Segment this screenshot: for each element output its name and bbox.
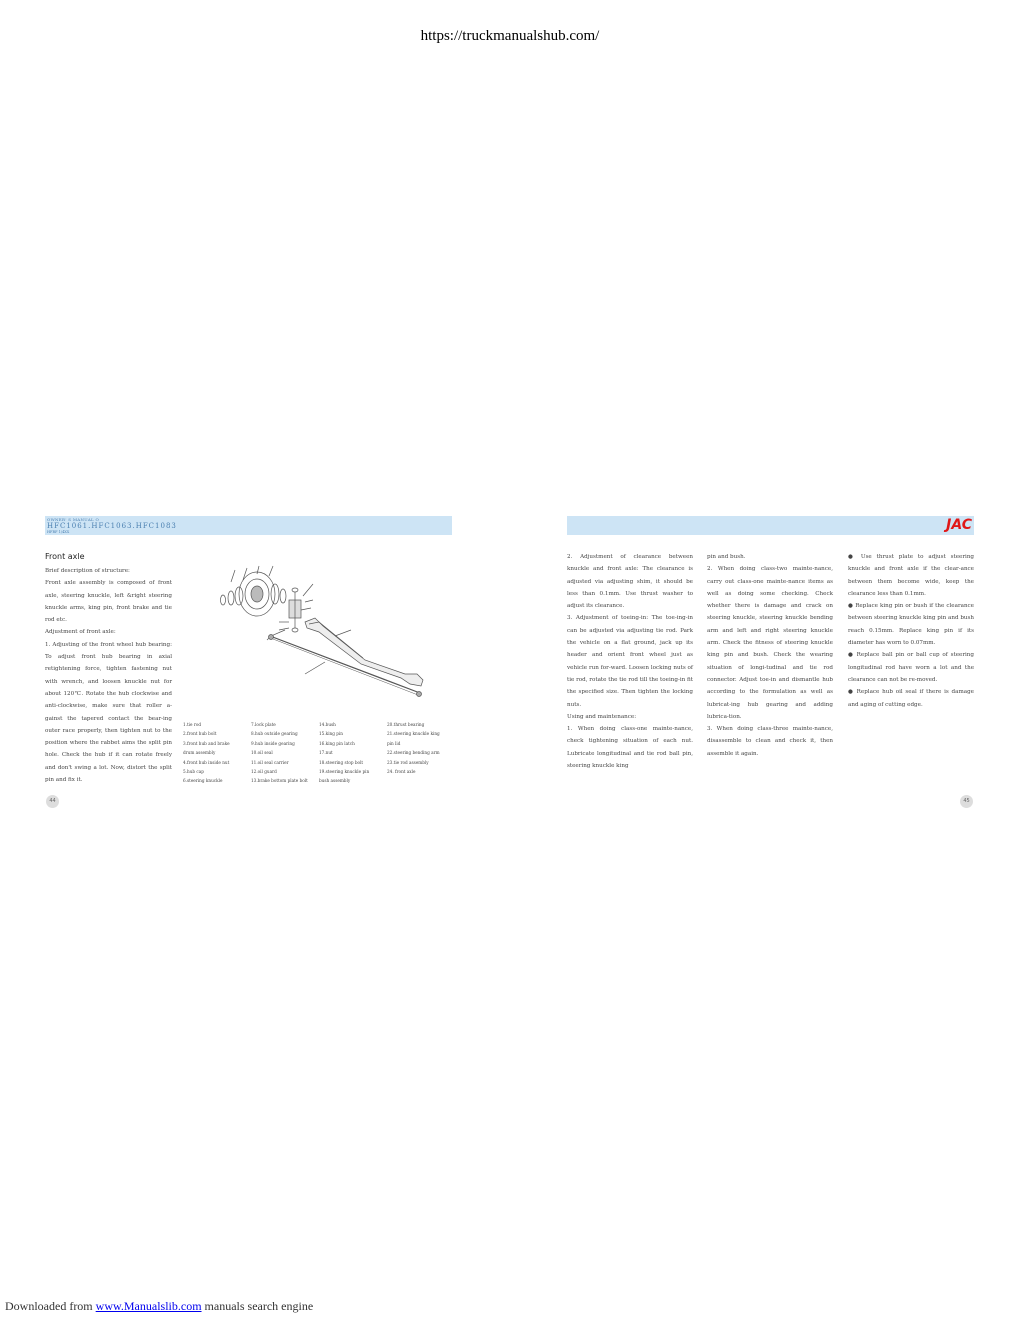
legend-item: 1.tie rod — [183, 722, 202, 727]
bullet-item: ● Replace ball pin or ball cup of steering longitudinal rod have worn a lot and the clearance can not be re-moved. — [848, 652, 974, 683]
legend-item: 17.nut — [319, 750, 333, 756]
page-number-right: 45 — [960, 795, 973, 808]
header-subcode: HFRF 1/4XX — [47, 530, 70, 534]
right-text-column-1 — [567, 551, 693, 772]
manualslib-link[interactable]: www.Manualslib.com — [95, 1299, 202, 1313]
legend-item: 21.steering knuckle king — [387, 731, 440, 737]
footer-prefix: Downloaded from — [5, 1299, 96, 1313]
legend-item: 20.thrust bearing — [387, 722, 425, 727]
legend-item: 7.lock plate — [251, 722, 276, 727]
paragraph: 3. When doing class-three mainte-nance, disassemble to clean and check it, then assemble it again. — [707, 726, 833, 757]
legend-item: 19.steering knuckle pin — [319, 769, 370, 775]
right-text-column-2 — [707, 551, 833, 760]
download-footer — [5, 1299, 313, 1314]
legend-item: 2.front hub bolt — [183, 731, 217, 737]
legend-item: 18.steering stop bolt — [319, 759, 364, 765]
manual-label: OWNER' S MANUAL O — [47, 517, 100, 522]
legend-item: drum assembly — [183, 750, 216, 756]
legend-item: 5.hub cap — [183, 769, 204, 775]
legend-item: 4.front hub inside nut — [183, 759, 230, 765]
front-axle-exploded-diagram — [205, 562, 440, 704]
paragraph: 2. When doing class-two mainte-nance, carry out class-one mainte-nance items as well as doing some checking. Check whether there is damage and crack on steering knuckle, steering knuckle bending arm and left and right steering knuckle arm. Check the fitness of steering knuckle king pin and bush. Check the wearing situation of longi-tudinal and tie rod connector. Adjust toe-in and dismantle hub according to the formulation as well as lubricat-ing hub gearing and adding lubrica-tion. — [707, 566, 833, 720]
legend-item: 6.steering knuckle — [183, 778, 223, 784]
paragraph: pin and bush. — [707, 554, 746, 560]
legend-item: 3.front hub and brake — [183, 740, 230, 746]
right-text-column-3 — [848, 551, 974, 711]
paragraph: Front axle assembly is composed of front axle, steering knuckle, left &right steering knuckle arms, king pin, front brake and tie rod etc. — [45, 580, 172, 624]
parts-legend — [183, 720, 455, 786]
left-text-column — [45, 565, 172, 786]
legend-item: pin lid — [387, 740, 401, 746]
jac-logo: JAC — [946, 517, 972, 533]
paragraph: 2. Adjustment of clearance between knuckle and front axle: The clearance is adjusted via adjusting shim, it should be less than 0.1mm. Use thrust washer to adjust its clearance. — [567, 554, 693, 610]
right-header-band — [567, 516, 974, 535]
legend-item: 11.oil seal carrier — [251, 759, 289, 765]
paragraph: 1. When doing class-one mainte-nance, check tightening situation of each nut. Lubricate longitudinal and tie rod ball pin, steering knuckle king — [567, 726, 693, 770]
paragraph: Brief description of structure: — [45, 568, 130, 574]
legend-item — [387, 776, 455, 785]
legend-item: 23.tie rod assembly — [387, 759, 429, 765]
legend-item: 13.brake bottom plate bolt — [251, 778, 308, 784]
paragraph: Adjustment of front axle: — [45, 629, 116, 636]
legend-row — [183, 776, 455, 785]
model-number: HFC1061.HFC1063.HFC1083 — [47, 522, 177, 530]
legend-item: 22.steering bending arm — [387, 750, 440, 756]
bullet-item: ● Use thrust plate to adjust steering knuckle and front axle if the clear-ance between them become wide, keep the clearance less than 0.1mm. — [848, 554, 974, 597]
legend-item: 15.king pin — [319, 731, 343, 737]
legend-item: 8.hub outside gearing — [251, 731, 298, 737]
legend-row — [183, 729, 455, 738]
legend-row — [183, 739, 455, 748]
section-title: Front axle — [45, 552, 85, 561]
legend-row — [183, 720, 455, 729]
legend-item: bush assembly — [319, 778, 351, 784]
bullet-item: ● Replace king pin or bush if the clearance between steering knuckle king pin and bush reach 0.15mm. Replace king pin if its diameter has worn to 0.07mm. — [848, 603, 974, 647]
legend-item: 24. front axle — [387, 769, 416, 775]
legend-row — [183, 758, 455, 767]
bullet-item: ● Replace hub oil seal if there is damage and aging of cutting edge. — [848, 689, 974, 708]
page-number-left: 44 — [46, 795, 59, 808]
legend-item: 10.oil seal — [251, 750, 273, 756]
paragraph: 3. Adjustment of toeing-in: The toe-ing-in can be adjusted via adjusting tie rod. Park the vehicle on a flat ground, jack up its header and orient front wheel just as vehicle run for-ward. Loosen locking nuts of tie rod, rotate the tie rod till the toeing-in fit the specified size. Then tighten the locking nuts. — [567, 615, 693, 708]
legend-row — [183, 767, 455, 776]
paragraph: Using and maintenance: — [567, 713, 637, 720]
legend-item: 9.hub inside gearing — [251, 740, 295, 746]
legend-item: 14.bush — [319, 722, 336, 727]
legend-item: 12.oil guard — [251, 769, 277, 775]
legend-row — [183, 748, 455, 757]
paragraph: 1. Adjusting of the front wheel hub bearing: To adjust front hub bearing in axial retightening force, tighten fastening nut with wrench, and loosen knuckle nut for about 120℃. Rotate the hub clockwise and anti-clockwise, make sure that roller a-gainst the tapered contact the bear-ing outer race properly, then tighten nut to the position where the rabbet aims the split pin hole. Check the hub if it can rotate freely and don't swing a lot. Now, distort the split pin and fix it. — [45, 641, 172, 784]
footer-suffix: manuals search engine — [201, 1299, 314, 1313]
left-header-band — [45, 516, 452, 535]
header-url: https://truckmanualshub.com/ — [420, 28, 600, 44]
legend-item: 16.king pin latch — [319, 740, 355, 746]
